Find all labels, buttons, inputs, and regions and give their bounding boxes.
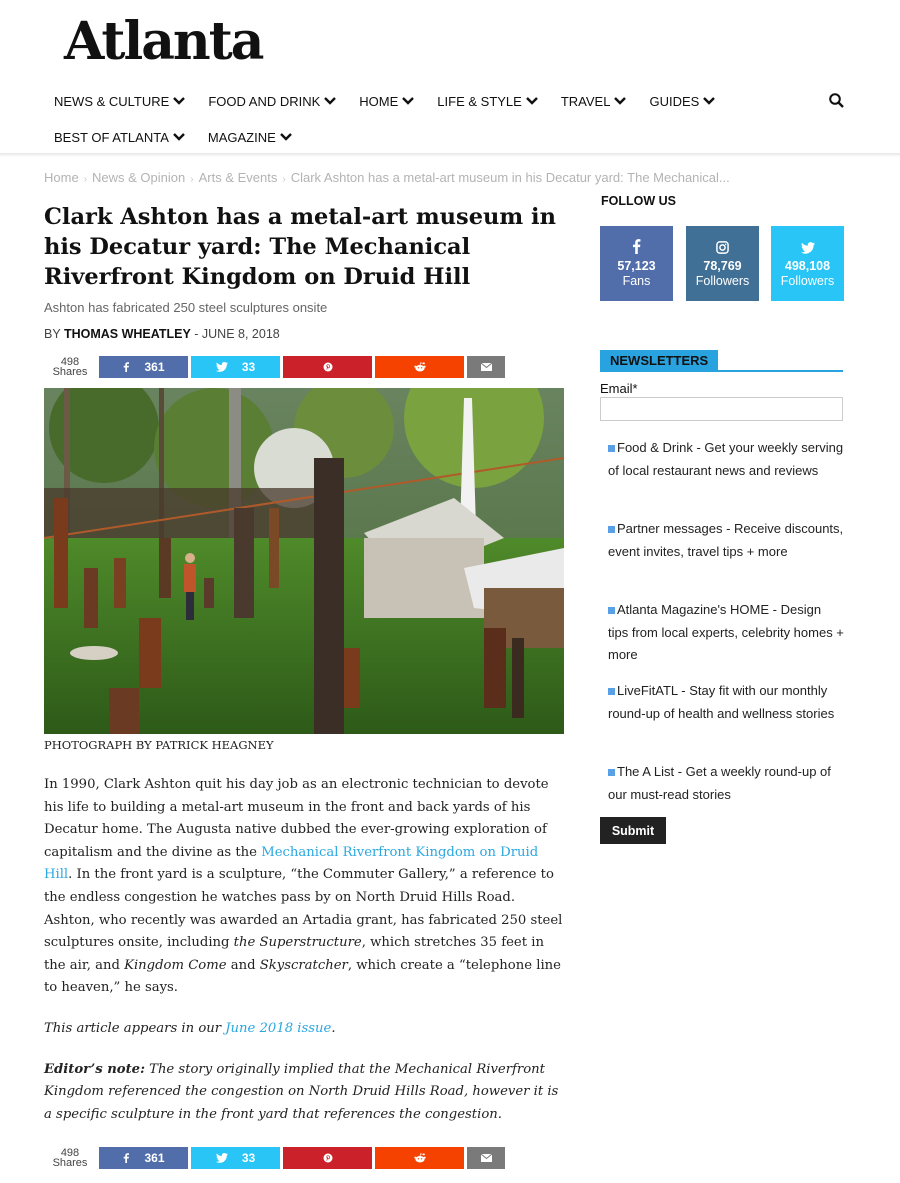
facebook-icon — [600, 226, 673, 254]
main-nav — [54, 88, 854, 160]
text: , which create a “telephone line to heaven,” he says. — [44, 957, 561, 996]
nav-row-2 — [54, 124, 854, 150]
newsletter-option-label: The A List - Get a weekly round-up of our must-read stories — [608, 764, 831, 802]
publish-date: - JUNE 8, 2018 — [194, 327, 280, 341]
chevron-down-icon — [702, 94, 716, 108]
facebook-share-count: 361 — [144, 360, 165, 374]
facebook-share-button[interactable] — [99, 356, 188, 378]
twitter-icon — [771, 226, 844, 254]
newsletter-option-label: Partner messages - Receive discounts, event invites, travel tips + more — [608, 521, 844, 559]
text: and — [226, 957, 260, 973]
twitter-icon — [216, 1153, 228, 1163]
reddit-share-button[interactable] — [375, 1147, 464, 1169]
facebook-icon — [122, 362, 130, 372]
nav-magazine[interactable] — [208, 130, 293, 145]
text: June 2018 issue — [225, 1020, 332, 1036]
text: This article appears in our — [44, 1020, 226, 1036]
breadcrumb-separator: › — [190, 174, 194, 185]
newsletter-checkbox[interactable] — [608, 769, 615, 776]
text: The story originally implied that the Mechanical Riverfront Kingdom referenced the congestion on North Druid Hills Road, however it is a specific sculpture in the front yard that references the congestion. — [44, 1061, 559, 1122]
breadcrumb-home[interactable]: Home — [44, 170, 79, 185]
breadcrumb-separator: › — [83, 174, 88, 185]
share-count-number: 498 — [60, 1147, 80, 1159]
share-count-label: Shares — [52, 366, 88, 378]
chevron-down-icon — [323, 94, 337, 108]
email-share-button[interactable] — [467, 356, 505, 378]
nav-food-drink[interactable] — [208, 94, 337, 109]
breadcrumb-separator: › — [282, 174, 286, 185]
search-icon[interactable] — [828, 92, 846, 110]
breadcrumb-current: Clark Ashton has a metal-art museum in his Decatur yard: The Mechanical... — [290, 170, 730, 185]
breadcrumb-news-opinion[interactable]: News & Opinion — [92, 170, 186, 185]
article-photo — [44, 388, 564, 734]
nav-best-of-atlanta[interactable] — [54, 130, 186, 145]
newsletters-header — [600, 350, 843, 372]
paragraph — [44, 774, 568, 1000]
facebook-share-button[interactable] — [99, 1147, 188, 1169]
nav-label: GUIDES — [649, 93, 700, 109]
instagram-follow-button[interactable] — [686, 226, 759, 301]
newsletter-checkbox[interactable] — [608, 445, 615, 452]
pinterest-share-button[interactable] — [283, 1147, 372, 1169]
twitter-share-count: 33 — [241, 1151, 256, 1165]
newsletters-title: NEWSLETTERS — [600, 350, 718, 370]
newsletter-option-partner — [608, 518, 844, 563]
follow-us-title: FOLLOW US — [601, 194, 676, 208]
site-logo[interactable]: Atlanta — [64, 11, 263, 72]
text: . — [331, 1020, 336, 1036]
author-link[interactable]: THOMAS WHEATLEY — [63, 327, 191, 341]
newsletter-option-a-list — [608, 761, 844, 806]
newsletter-checkbox[interactable] — [608, 526, 615, 533]
nav-label: MAGAZINE — [207, 129, 276, 145]
photo-caption: PHOTOGRAPH BY PATRICK HEAGNEY — [44, 738, 274, 752]
chevron-down-icon — [613, 94, 627, 108]
editors-note-label: Editor’s note: — [44, 1061, 145, 1077]
facebook-follow-button[interactable] — [600, 226, 673, 301]
issue-link[interactable] — [225, 1021, 331, 1036]
text: , which stretches 35 feet in the air, and — [44, 935, 544, 973]
byline-prefix: BY — [44, 327, 61, 341]
nav-label: HOME — [359, 93, 399, 109]
newsletter-checkbox[interactable] — [608, 607, 615, 614]
newsletter-option-label: LiveFitATL - Stay fit with our monthly round-up of health and wellness stories — [608, 683, 835, 721]
paragraph — [44, 1018, 568, 1041]
share-bar-top — [44, 355, 524, 379]
pinterest-icon — [323, 1153, 333, 1163]
chevron-down-icon — [401, 94, 415, 108]
chevron-down-icon — [172, 130, 186, 144]
twitter-follow-button[interactable] — [771, 226, 844, 301]
text: In 1990, Clark Ashton quit his day job as an electronic technician to devote his life to building a metal-art museum in the front and back yards of his Decatur home. The Augusta native dubbed the ever-growing exploration of capitalism and the divine as the — [44, 777, 549, 860]
text: the Superstructure — [233, 935, 362, 951]
email-icon — [481, 363, 492, 371]
email-icon — [481, 1154, 492, 1162]
newsletter-option-livefit — [608, 680, 844, 725]
nav-travel[interactable] — [561, 94, 628, 109]
newsletter-option-label: Food & Drink - Get your weekly serving of local restaurant news and reviews — [608, 440, 844, 478]
share-bar-bottom — [44, 1146, 524, 1170]
share-count — [44, 1148, 96, 1168]
kingdom-link[interactable]: Mechanical Riverfront Kingdom on Druid Hill — [44, 844, 539, 883]
share-count-label: Shares — [52, 1157, 88, 1169]
facebook-share-count: 361 — [144, 1151, 165, 1165]
nav-guides[interactable] — [649, 94, 716, 109]
instagram-icon — [686, 226, 759, 254]
chevron-down-icon — [279, 130, 293, 144]
nav-life-style[interactable] — [437, 94, 539, 109]
nav-news-culture[interactable] — [54, 94, 186, 109]
email-share-button[interactable] — [467, 1147, 505, 1169]
newsletter-option-label: Atlanta Magazine's HOME - Design tips from local experts, celebrity homes + more — [608, 602, 844, 662]
twitter-share-button[interactable] — [191, 356, 280, 378]
reddit-icon — [414, 1153, 426, 1163]
breadcrumb — [44, 170, 804, 185]
nav-label: TRAVEL — [560, 93, 611, 109]
newsletter-option-food-drink — [608, 437, 844, 482]
nav-home[interactable] — [359, 94, 415, 109]
nav-row-1 — [54, 88, 854, 114]
pinterest-icon — [323, 362, 333, 372]
breadcrumb-arts-events[interactable]: Arts & Events — [198, 170, 278, 185]
share-count-number: 498 — [60, 356, 80, 368]
article-subtitle: Ashton has fabricated 250 steel sculptures onsite — [44, 300, 328, 315]
facebook-fans-label: Fans — [622, 274, 651, 288]
twitter-followers-count: 498,108 — [784, 259, 831, 273]
share-count — [44, 357, 96, 377]
chevron-down-icon — [172, 94, 186, 108]
header-divider — [0, 153, 900, 157]
facebook-icon — [122, 1153, 130, 1163]
newsletter-option-home — [608, 599, 844, 667]
text: Skyscratcher — [259, 957, 348, 973]
twitter-followers-label: Followers — [780, 274, 835, 288]
email-input[interactable] — [600, 397, 843, 421]
reddit-icon — [414, 362, 426, 372]
article-body — [44, 774, 568, 1144]
twitter-share-count: 33 — [241, 360, 256, 374]
reddit-share-button[interactable] — [375, 356, 464, 378]
nav-label: BEST OF ATLANTA — [54, 129, 169, 145]
text: . In the front yard is a sculpture, “the Commuter Gallery,” a reference to the endless congestion he watches pass by on North Druid Hills Road. Ashton, who recently was awarded an Artadia grant, has fabricated 250 steel sculptures onsite, including — [44, 867, 563, 951]
byline — [44, 327, 280, 341]
nav-label: NEWS & CULTURE — [54, 93, 170, 109]
twitter-share-button[interactable] — [191, 1147, 280, 1169]
newsletter-checkbox[interactable] — [608, 688, 615, 695]
facebook-fans-count: 57,123 — [617, 259, 656, 273]
email-label: Email* — [600, 381, 638, 396]
paragraph — [44, 1059, 568, 1127]
chevron-down-icon — [525, 94, 539, 108]
nav-label: FOOD AND DRINK — [208, 93, 321, 109]
article-title: Clark Ashton has a metal-art museum in his Decatur yard: The Mechanical Riverfront Kingdom on Druid Hill — [44, 204, 556, 290]
pinterest-share-button[interactable] — [283, 356, 372, 378]
submit-button[interactable]: Submit — [600, 817, 666, 844]
twitter-icon — [216, 362, 228, 372]
text: Kingdom Come — [124, 957, 227, 973]
nav-label: LIFE & STYLE — [437, 93, 522, 109]
instagram-followers-label: Followers — [695, 274, 750, 288]
instagram-followers-count: 78,769 — [703, 259, 742, 273]
